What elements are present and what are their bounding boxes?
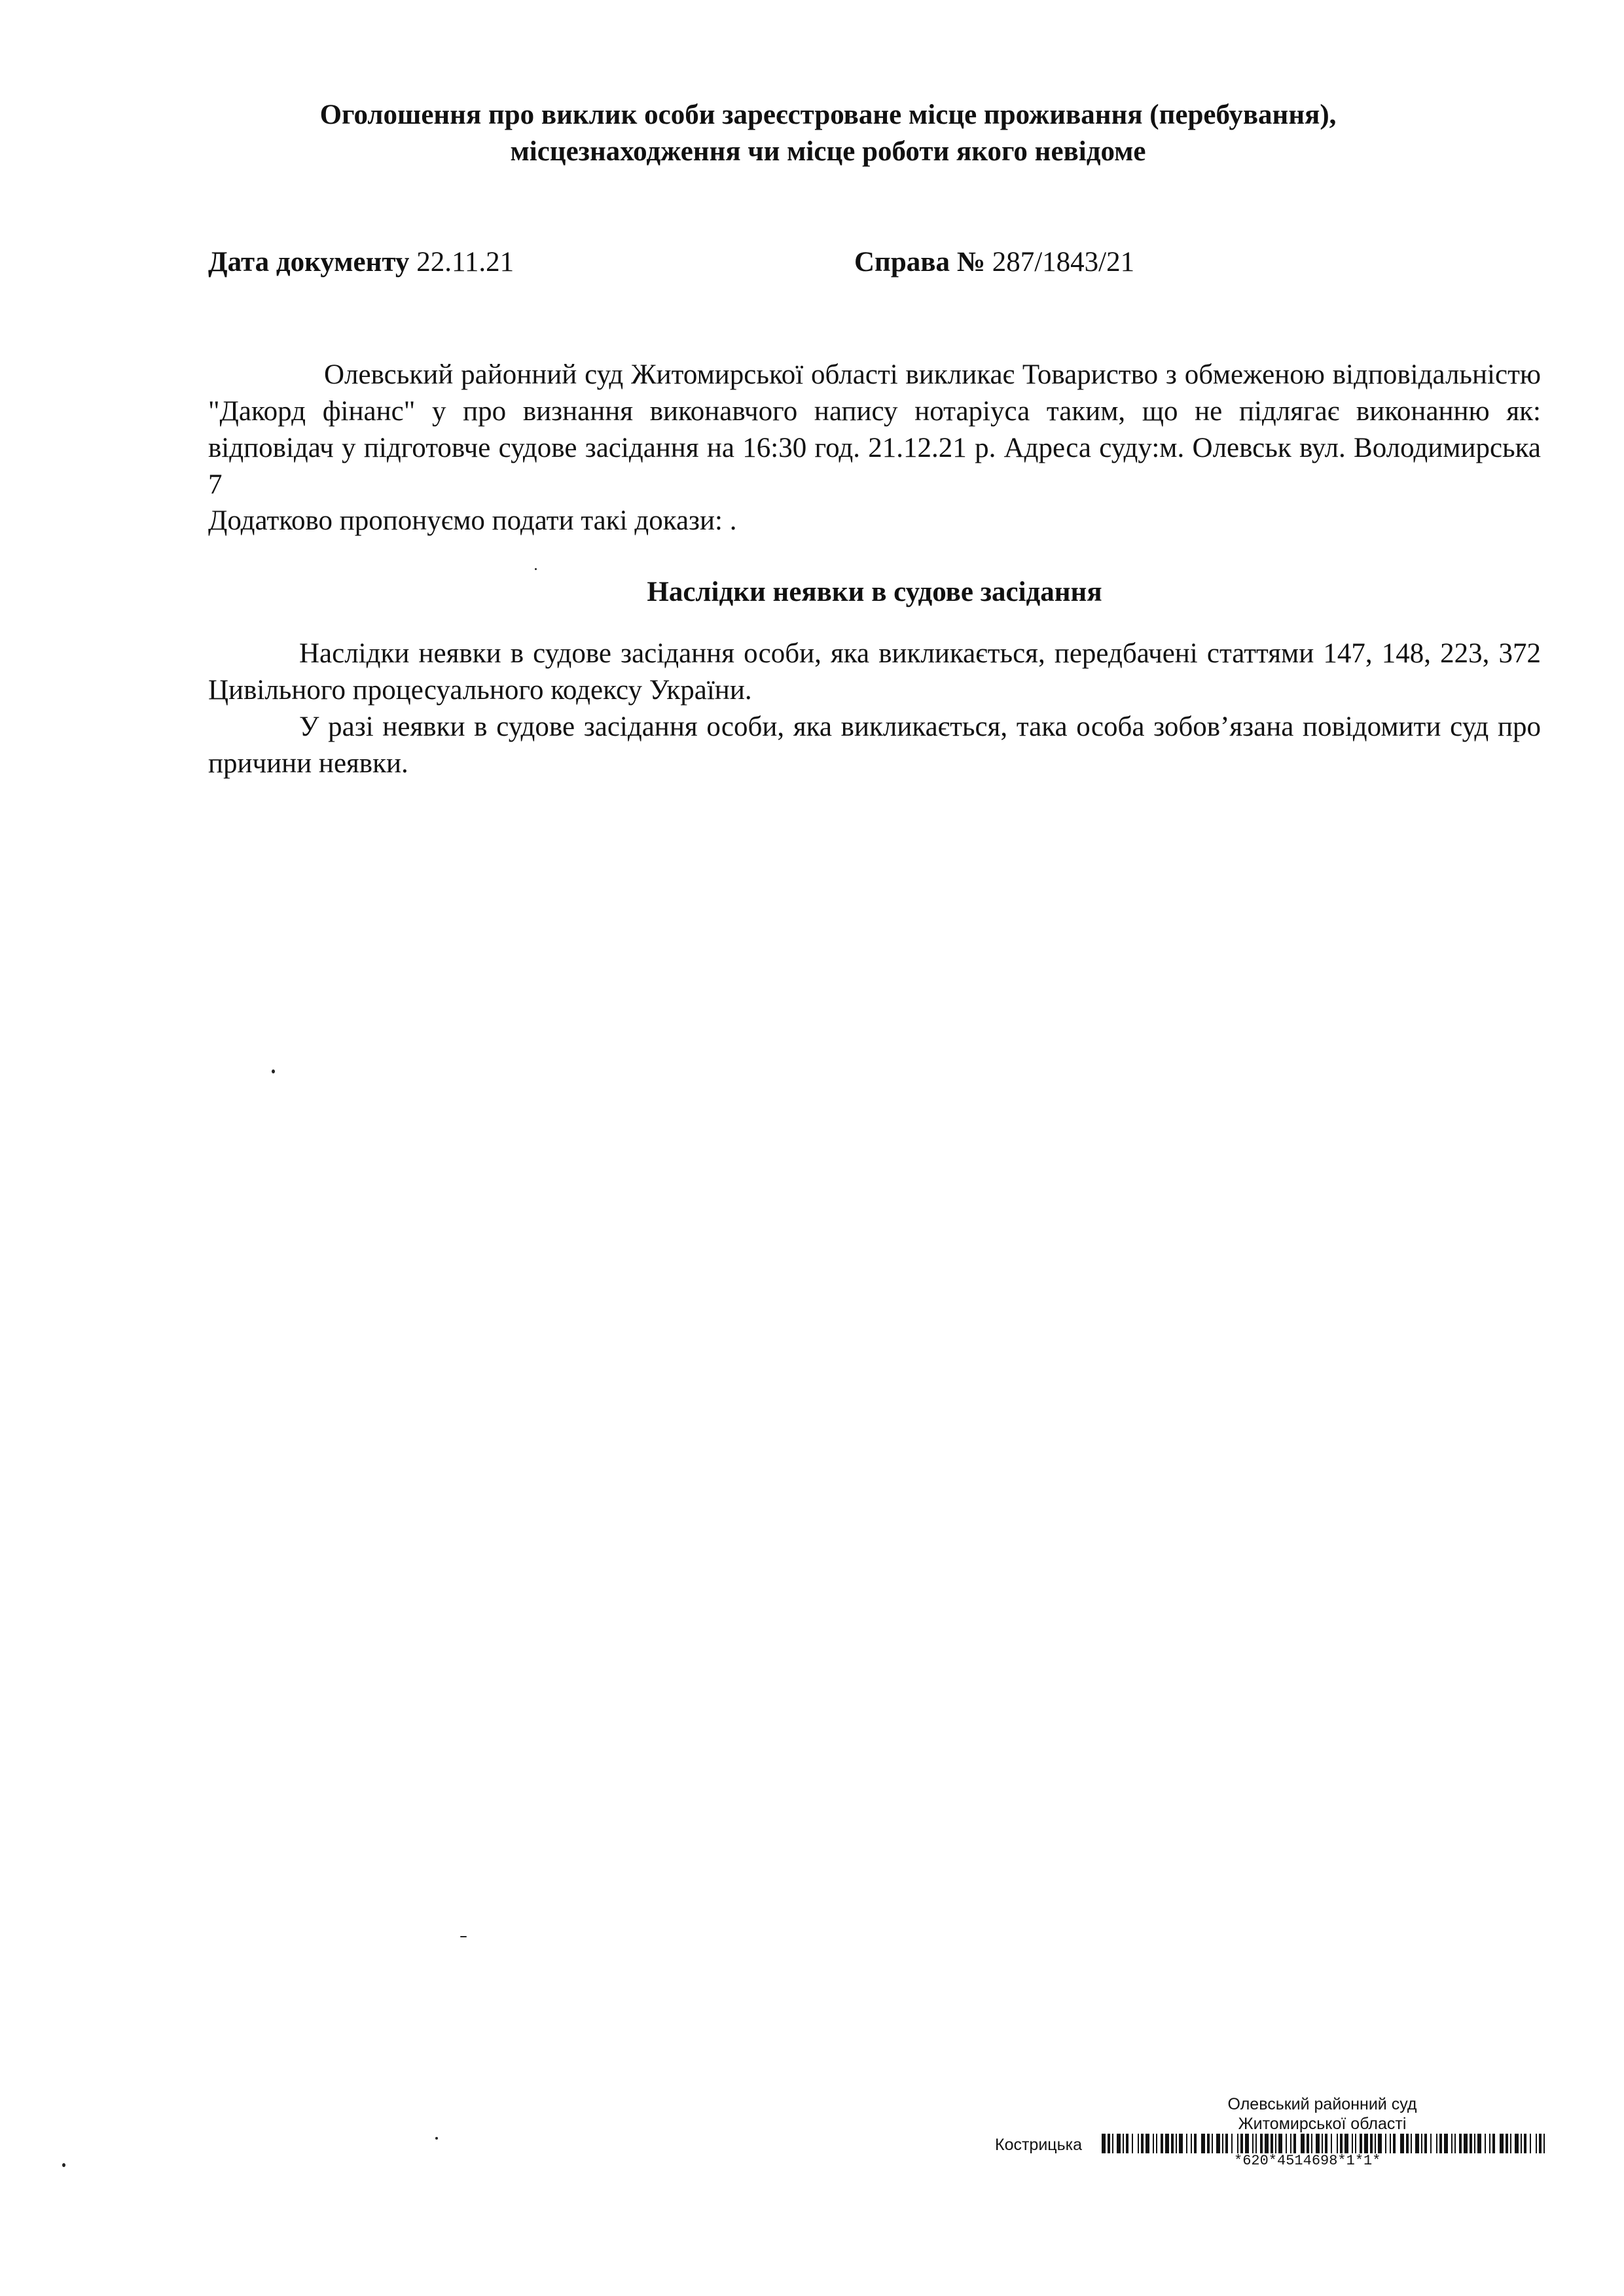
stamp-court-line-1: Олевський районний суд: [1227, 2095, 1417, 2113]
barcode-bar: [1489, 2134, 1490, 2153]
barcode-bar: [1237, 2134, 1238, 2153]
barcode-bar: [1360, 2134, 1362, 2153]
barcode-bar: [1265, 2134, 1269, 2153]
barcode-bar: [1492, 2134, 1495, 2153]
barcode-bar: [1153, 2134, 1154, 2153]
barcode-bar: [1485, 2134, 1486, 2153]
barcode-bar: [1255, 2134, 1257, 2153]
barcode-bar: [1515, 2134, 1519, 2153]
consequences-paragraph-1: Наслідки неявки в судове засідання особи, яка викликається, передбачені статтями 147, 148, 223, 372 Цивільного процесуального кодексу України.: [208, 638, 1541, 706]
barcode-bar: [1252, 2134, 1254, 2153]
barcode-bar: [1240, 2134, 1243, 2153]
barcode-bar: [1378, 2134, 1382, 2153]
barcode-bar: [1375, 2134, 1376, 2153]
barcode-bar: [1454, 2134, 1456, 2153]
barcode-bar: [1524, 2134, 1526, 2153]
consequences-paragraph-2: У разі неявки в судове засідання особи, яка викликається, така особа зобов’язана повідомити суд про причини неявки.: [208, 711, 1541, 779]
document-meta: [208, 244, 1452, 283]
document-date: [208, 244, 514, 281]
barcode-bar: [1340, 2134, 1343, 2153]
barcode-bar: [1474, 2134, 1475, 2153]
barcode-bar: [1470, 2134, 1472, 2153]
barcode-bar: [1436, 2134, 1437, 2153]
barcode-bar: [1477, 2134, 1481, 2153]
barcode-bar: [1171, 2134, 1174, 2153]
barcode-bar: [1102, 2134, 1106, 2153]
barcode-bar: [1370, 2134, 1373, 2153]
barcode-bar: [1108, 2134, 1110, 2153]
barcode-bar: [1161, 2134, 1163, 2153]
barcode-bar: [1444, 2134, 1448, 2153]
barcode: [1102, 2134, 1545, 2153]
barcode-bar: [1156, 2134, 1157, 2153]
barcode-bar: [1400, 2134, 1404, 2153]
barcode-bar: [1271, 2134, 1273, 2153]
barcode-bar: [1325, 2134, 1327, 2153]
barcode-bar: [1385, 2134, 1386, 2153]
barcode-bar: [1186, 2134, 1187, 2153]
stamp-signer: Кострицька: [995, 2136, 1083, 2154]
barcode-bar: [1451, 2134, 1453, 2153]
barcode-bar: [1194, 2134, 1197, 2153]
barcode-text: *620*4514698*1*1*: [1234, 2153, 1381, 2169]
barcode-bar: [1543, 2134, 1545, 2153]
barcode-bar: [1201, 2134, 1205, 2153]
barcode-bar: [1260, 2134, 1263, 2153]
date-label: Дата документу: [208, 247, 410, 278]
barcode-bar: [1117, 2134, 1121, 2153]
barcode-bar: [1207, 2134, 1210, 2153]
case-value: 287/1843/21: [992, 247, 1135, 278]
barcode-bar: [1430, 2134, 1432, 2153]
case-number: [854, 244, 1134, 281]
scan-speck: [460, 1936, 467, 1937]
barcode-bar: [1225, 2134, 1228, 2153]
scan-speck: [535, 568, 537, 570]
barcode-bar: [1126, 2134, 1128, 2153]
barcode-bar: [1322, 2134, 1323, 2153]
barcode-graphic: [1102, 2134, 1545, 2153]
barcode-bar: [1344, 2134, 1348, 2153]
barcode-bar: [1500, 2134, 1504, 2153]
barcode-bar: [1530, 2134, 1531, 2153]
barcode-bar: [1212, 2134, 1213, 2153]
barcode-bar: [1301, 2134, 1305, 2153]
barcode-bar: [1364, 2134, 1368, 2153]
barcode-bar: [1222, 2134, 1223, 2153]
evidence-line: Додатково пропонуємо подати такі докази: .: [208, 505, 737, 536]
barcode-bar: [1165, 2134, 1169, 2153]
barcode-bar: [1278, 2134, 1282, 2153]
barcode-bar: [1146, 2134, 1149, 2153]
barcode-bar: [1331, 2134, 1332, 2153]
barcode-bar: [1179, 2134, 1183, 2153]
barcode-bar: [1415, 2134, 1419, 2153]
scan-speck: [435, 2137, 438, 2140]
summons-paragraph: Олевський районний суд Житомирської області викликає Товариство з обмеженою відповідальністю "Дакорд фінанс" у про визнання виконавчого напису нотаріуса таким, що не підлягає виконанню як: відповідач у підготовче судове засідання на 16:30 год. 21.12.21 р. Адреса суду:м. Олевськ вул. Володимирська 7: [208, 359, 1541, 500]
barcode-bar: [1191, 2134, 1192, 2153]
barcode-bar: [1141, 2134, 1144, 2153]
document-title: [196, 97, 1460, 170]
title-line-1: Оголошення про виклик особи зареєстроване місце проживання (перебування),: [319, 99, 1337, 130]
barcode-bar: [1539, 2134, 1542, 2153]
barcode-bar: [1439, 2134, 1442, 2153]
scan-speck: [62, 2163, 65, 2167]
barcode-bar: [1311, 2134, 1312, 2153]
barcode-bar: [1506, 2134, 1508, 2153]
barcode-bar: [1112, 2134, 1113, 2153]
barcode-bar: [1536, 2134, 1537, 2153]
barcode-bar: [1352, 2134, 1353, 2153]
barcode-bar: [1424, 2134, 1427, 2153]
barcode-bar: [1316, 2134, 1320, 2153]
barcode-bar: [1286, 2134, 1287, 2153]
date-value: 22.11.21: [416, 247, 514, 278]
barcode-bar: [1355, 2134, 1356, 2153]
barcode-bar: [1521, 2134, 1522, 2153]
barcode-bar: [1176, 2134, 1177, 2153]
barcode-bar: [1459, 2134, 1462, 2153]
barcode-bar: [1123, 2134, 1124, 2153]
scan-speck: [272, 1069, 275, 1073]
stamp-court-line-2: Житомирської області: [1238, 2115, 1407, 2133]
barcode-bar: [1421, 2134, 1422, 2153]
barcode-bar: [1464, 2134, 1468, 2153]
consequences-heading: Наслідки неявки в судове засідання: [647, 577, 1102, 607]
title-line-2: місцезнаходження чи місце роботи якого невідоме: [510, 136, 1146, 167]
barcode-bar: [1337, 2134, 1338, 2153]
barcode-bar: [1275, 2134, 1276, 2153]
barcode-bar: [1390, 2134, 1391, 2153]
barcode-bar: [1290, 2134, 1291, 2153]
barcode-bar: [1138, 2134, 1139, 2153]
barcode-bar: [1216, 2134, 1220, 2153]
barcode-bar: [1406, 2134, 1409, 2153]
barcode-bar: [1510, 2134, 1511, 2153]
court-stamp: [995, 2094, 1545, 2173]
barcode-bar: [1132, 2134, 1133, 2153]
case-label: Справа №: [854, 247, 985, 278]
barcode-bar: [1245, 2134, 1249, 2153]
barcode-bar: [1231, 2134, 1233, 2153]
barcode-bar: [1293, 2134, 1296, 2153]
barcode-bar: [1307, 2134, 1309, 2153]
barcode-bar: [1411, 2134, 1412, 2153]
stamp-court-name: [1211, 2094, 1434, 2134]
barcode-bar: [1393, 2134, 1396, 2153]
